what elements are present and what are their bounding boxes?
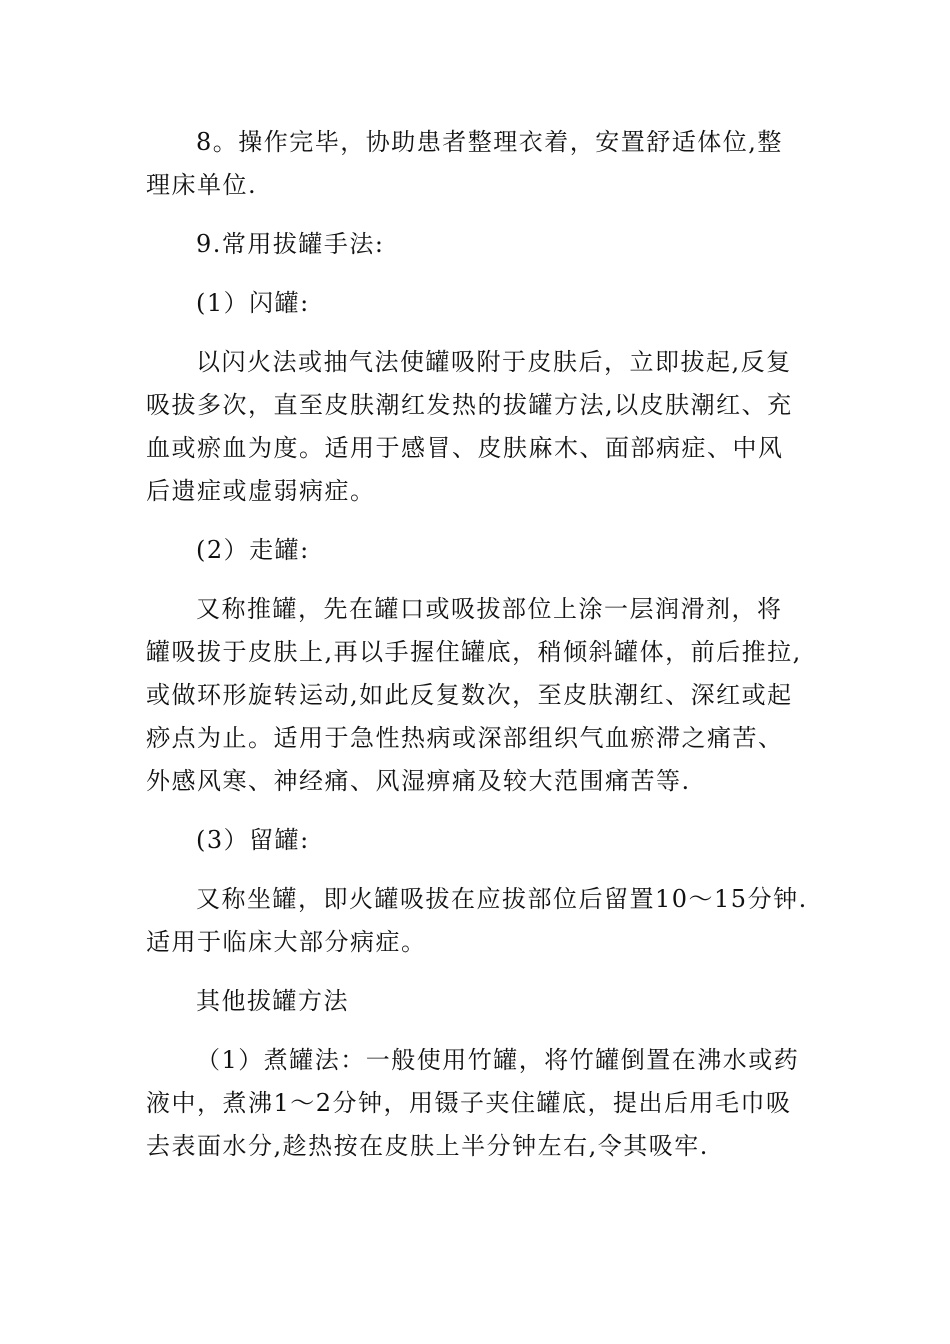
step-9-heading: 9.常用拔罐手法:	[196, 230, 385, 258]
flash-cupping-heading: (1）闪罐:	[196, 289, 310, 317]
other-methods-heading: 其他拔罐方法	[196, 987, 349, 1015]
retained-cupping-line-2: 适用于临床大部分病症。	[146, 928, 427, 956]
flash-cupping-line-3: 血或瘀血为度。适用于感冒、皮肤麻木、面部病症、中风	[146, 434, 784, 462]
flash-cupping-line-2: 吸拔多次，直至皮肤潮红发热的拔罐方法,以皮肤潮红、充	[146, 391, 793, 419]
boiling-cupping-line-2: 液中，煮沸1～2分钟，用镊子夹住罐底，提出后用毛巾吸	[146, 1089, 792, 1117]
moving-cupping-line-3: 或做环形旋转运动,如此反复数次，至皮肤潮红、深红或起	[146, 681, 793, 709]
step-8-line-2: 理床单位.	[146, 171, 258, 199]
retained-cupping-line-1: 又称坐罐，即火罐吸拔在应拔部位后留置10～15分钟.	[196, 885, 808, 913]
moving-cupping-line-2: 罐吸拔于皮肤上,再以手握住罐底，稍倾斜罐体，前后推拉,	[146, 638, 802, 666]
boiling-cupping-line-3: 去表面水分,趁热按在皮肤上半分钟左右,令其吸牢.	[146, 1132, 709, 1160]
moving-cupping-line-4: 痧点为止。适用于急性热病或深部组织气血瘀滞之痛苦、	[146, 724, 784, 752]
retained-cupping-heading: (3）留罐:	[196, 826, 310, 854]
step-8-line-1: 8。操作完毕，协助患者整理衣着，安置舒适体位,整	[196, 128, 783, 156]
moving-cupping-line-1: 又称推罐，先在罐口或吸拔部位上涂一层润滑剂，将	[196, 595, 783, 623]
flash-cupping-line-4: 后遗症或虚弱病症。	[146, 477, 376, 505]
moving-cupping-line-5: 外感风寒、神经痛、风湿痹痛及较大范围痛苦等.	[146, 767, 691, 795]
boiling-cupping-line-1: （1）煮罐法：一般使用竹罐，将竹罐倒置在沸水或药	[196, 1046, 800, 1074]
moving-cupping-heading: (2）走罐:	[196, 536, 310, 564]
flash-cupping-line-1: 以闪火法或抽气法使罐吸附于皮肤后，立即拔起,反复	[196, 348, 792, 376]
